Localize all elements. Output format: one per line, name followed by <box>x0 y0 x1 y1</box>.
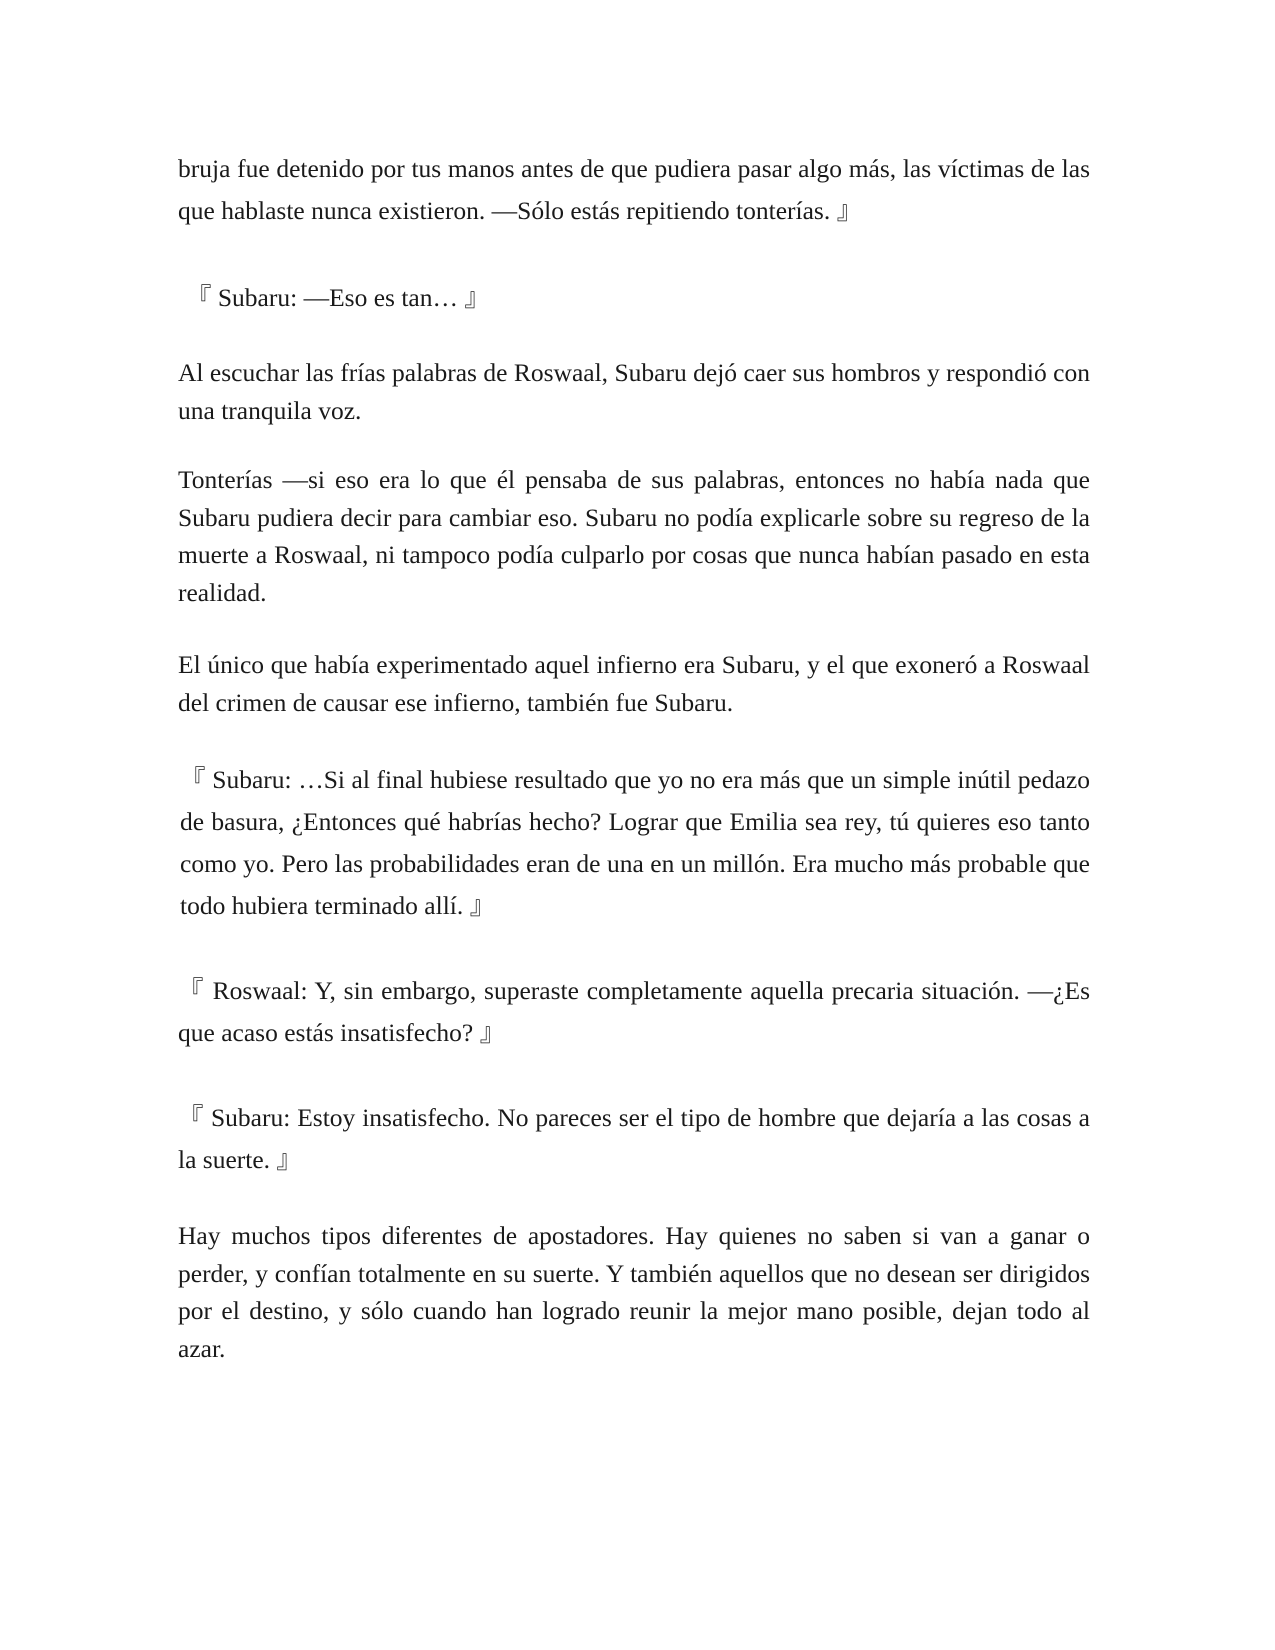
paragraph-9: Hay muchos tipos diferentes de apostadores. Hay quienes no saben si van a ganar o perder, y confían totalmente en su suerte. Y también aquellos que no desean ser dirigidos por el destino, y sólo cuando han logrado reunir la mejor mano posible, dejan todo al azar. <box>178 1221 1090 1363</box>
paragraph-7-dialogue-roswaal: 『 Roswaal: Y, sin embargo, superaste completamente aquella precaria situación. —¿Es que acaso estás insatisfecho? 』 <box>178 976 1090 1047</box>
paragraph-6-dialogue-subaru: 『 Subaru: …Si al final hubiese resultado que yo no era más que un simple inútil pedazo de basura, ¿Entonces qué habrías hecho? Lograr que Emilia sea rey, tú quieres eso tanto como yo. Pero las probabilidades eran de una en un millón. Era mucho más probable que todo hubiera terminado allí. 』 <box>180 765 1090 920</box>
paragraph-3: Al escuchar las frías palabras de Roswaal, Subaru dejó caer sus hombros y respondió con una tranquila voz. <box>178 358 1090 425</box>
paragraph-5: El único que había experimentado aquel infierno era Subaru, y el que exoneró a Roswaal del crimen de causar ese infierno, también fue Subaru. <box>178 650 1090 717</box>
paragraph-2-dialogue-subaru: 『 Subaru: —Eso es tan… 』 <box>186 283 490 312</box>
paragraph-1: bruja fue detenido por tus manos antes de que pudiera pasar algo más, las víctimas de las que hablaste nunca existieron. —Sólo estás repitiendo tonterías. 』 <box>178 154 1090 225</box>
paragraph-4: Tonterías —si eso era lo que él pensaba de sus palabras, entonces no había nada que Subaru pudiera decir para cambiar eso. Subaru no podía explicarle sobre su regreso de la muerte a Roswaal, ni tampoco podía culparlo por cosas que nunca habían pasado en esta realidad. <box>178 465 1090 607</box>
paragraph-8-dialogue-subaru: 『 Subaru: Estoy insatisfecho. No pareces ser el tipo de hombre que dejaría a las cosas a la suerte. 』 <box>178 1103 1090 1174</box>
text-body <box>178 148 1090 1367</box>
